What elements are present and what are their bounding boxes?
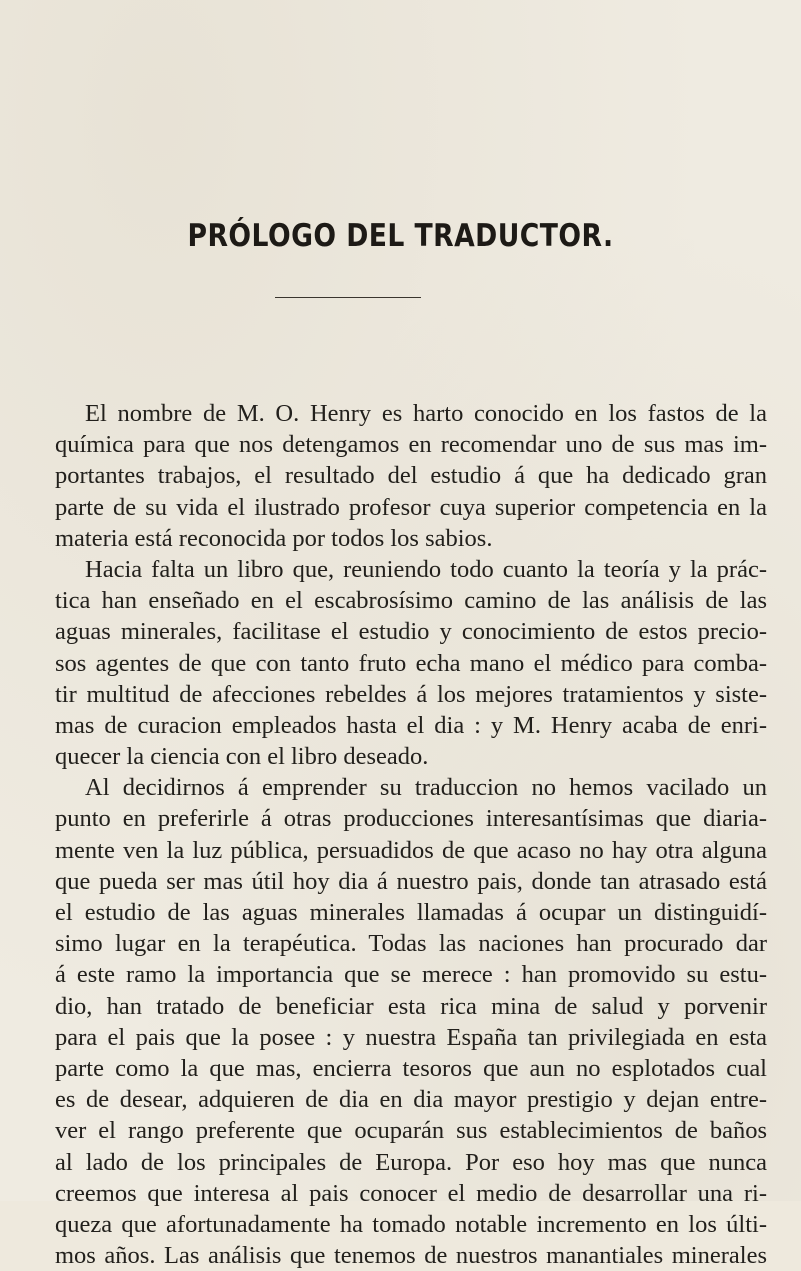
- text-line: química para que nos detengamos en recomendar uno de sus mas im-: [55, 431, 767, 459]
- text-line: es de desear, adquieren de dia en dia mayor prestigio y dejan entre-: [55, 1086, 767, 1114]
- title-divider: [275, 297, 421, 298]
- text-line: portantes trabajos, el resultado del estudio á que ha dedicado gran: [55, 462, 767, 490]
- text-line: simo lugar en la terapéutica. Todas las naciones han procurado dar: [55, 930, 767, 958]
- text-line: el estudio de las aguas minerales llamadas á ocupar un distinguidí-: [55, 899, 767, 926]
- text-line: queza que afortunadamente ha tomado notable incremento en los últi-: [55, 1210, 767, 1238]
- text-line: mente ven la luz pública, persuadidos de que acaso no hay otra alguna: [55, 836, 767, 864]
- page-title: PRÓLOGO DEL TRADUCTOR.: [187, 218, 614, 254]
- text-line: creemos que interesa al pais conocer el medio de desarrollar una ri-: [55, 1179, 767, 1207]
- text-line: aguas minerales, facilitase el estudio y conocimiento de estos precio-: [55, 618, 767, 646]
- text-line: quecer la ciencia con el libro deseado.: [55, 743, 429, 771]
- text-line: parte como la que mas, encierra tesoros que aun no esplotados cual: [55, 1054, 767, 1082]
- body-text: [55, 398, 767, 1271]
- text-line: dio, han tratado de beneficiar esta rica mina de salud y porvenir: [55, 992, 767, 1020]
- text-line: mos años. Las análisis que tenemos de nuestros manantiales minerales: [55, 1242, 767, 1270]
- text-line: Hacia falta un libro que, reuniendo todo cuanto la teoría y la prác-: [85, 555, 767, 583]
- text-line: El nombre de M. O. Henry es harto conocido en los fastos de la: [85, 400, 767, 427]
- text-line: punto en preferirle á otras producciones interesantísimas que diaria-: [55, 805, 767, 833]
- text-line: mas de curacion empleados hasta el dia : y M. Henry acaba de enri-: [55, 711, 767, 739]
- text-line: para el pais que la posee : y nuestra España tan privilegiada en esta: [55, 1023, 767, 1051]
- text-line: que pueda ser mas útil hoy dia á nuestro pais, donde tan atrasado está: [55, 867, 767, 895]
- text-line: parte de su vida el ilustrado profesor cuya superior competencia en la: [55, 493, 767, 521]
- text-line: al lado de los principales de Europa. Por eso hoy mas que nunca: [55, 1148, 767, 1176]
- text-line: sos agentes de que con tanto fruto echa mano el médico para comba-: [55, 649, 767, 677]
- text-line: ver el rango preferente que ocuparán sus establecimientos de baños: [55, 1117, 767, 1145]
- text-line: materia está reconocida por todos los sabios.: [55, 524, 493, 552]
- text-line: á este ramo la importancia que se merece : han promovido su estu-: [55, 961, 767, 989]
- text-line: tica han enseñado en el escabrosísimo camino de las análisis de las: [55, 587, 767, 615]
- text-line: tir multitud de afecciones rebeldes á los mejores tratamientos y siste-: [55, 680, 767, 708]
- text-line: Al decidirnos á emprender su traduccion no hemos vacilado un: [85, 774, 767, 802]
